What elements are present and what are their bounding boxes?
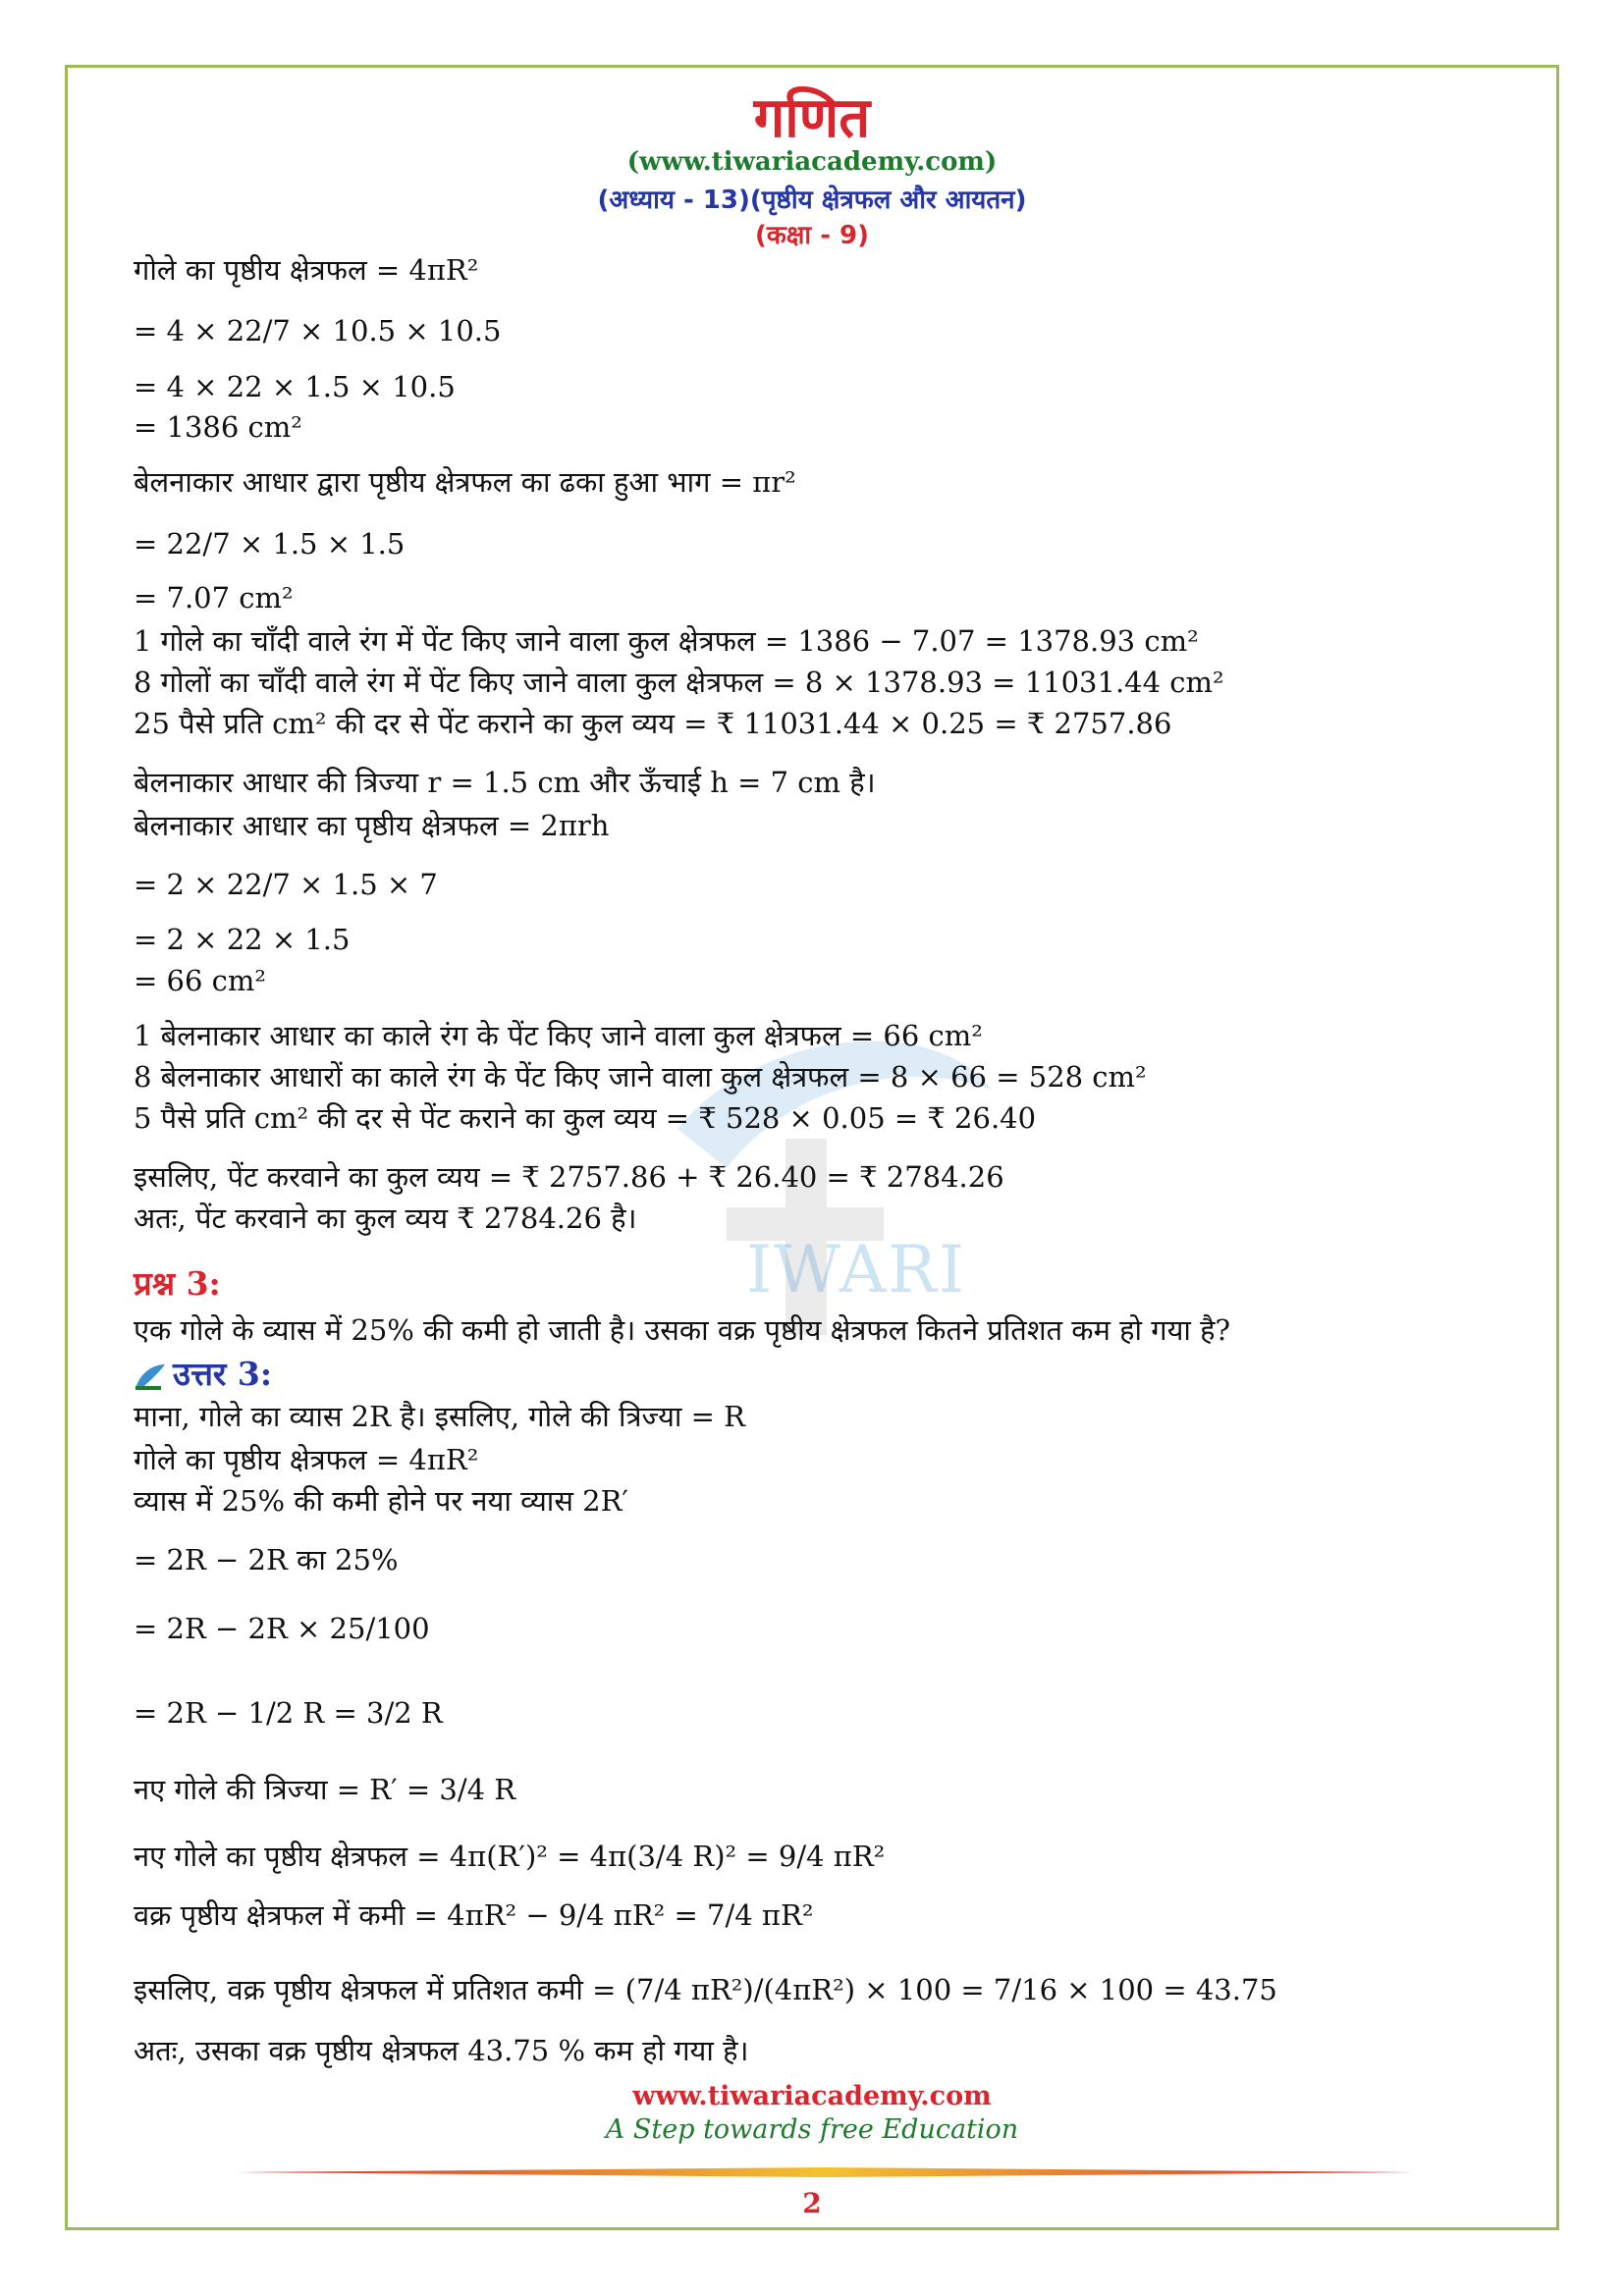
- footer-tagline: A Step towards free Education: [605, 2114, 1019, 2145]
- watermark-text: IWARI: [746, 1232, 967, 1308]
- class-heading: (कक्षा - 9): [754, 221, 870, 250]
- quill-icon: [134, 1362, 167, 1392]
- footer-url: www.tiwariacademy.com: [632, 2081, 992, 2111]
- solution-line: = 4 × 22/7 × 10.5 × 10.5: [134, 314, 502, 347]
- chapter-heading: (अध्याय - 13)(पृष्ठीय क्षेत्रफल और आयतन): [597, 186, 1027, 215]
- solution-line: 5 पैसे प्रति cm² की दर से पेंट कराने का कुल व्यय = ₹ 528 × 0.05 = ₹ 26.40: [134, 1101, 1037, 1135]
- solution-line: बेलनाकार आधार का पृष्ठीय क्षेत्रफल = 2πrh: [134, 809, 610, 842]
- solution-line: = 1386 cm²: [134, 410, 302, 444]
- solution-line: = 4 × 22 × 1.5 × 10.5: [134, 370, 456, 403]
- solution-line: 25 पैसे प्रति cm² की दर से पेंट कराने का कुल व्यय = ₹ 11031.44 × 0.25 = ₹ 2757.86: [134, 707, 1172, 740]
- solution-line: इसलिए, पेंट करवाने का कुल व्यय = ₹ 2757.86 + ₹ 26.40 = ₹ 2784.26: [134, 1160, 1004, 1194]
- answer-line: इसलिए, वक्र पृष्ठीय क्षेत्रफल में प्रतिशत कमी = (7/4 πR²)/(4πR²) × 100 = 7/16 × 100 = 43.75: [134, 1973, 1277, 2006]
- question-text: एक गोले के व्यास में 25% की कमी हो जाती है। उसका वक्र पृष्ठीय क्षेत्रफल कितने प्रतिशत कम हो गया है?: [134, 1313, 1231, 1347]
- answer-line: नए गोले की त्रिज्या = R′ = 3/4 R: [134, 1773, 516, 1806]
- solution-line: 1 गोले का चाँदी वाले रंग में पेंट किए जाने वाला कुल क्षेत्रफल = 1386 − 7.07 = 1378.93 cm²: [134, 624, 1199, 658]
- answer-line: अतः, उसका वक्र पृष्ठीय क्षेत्रफल 43.75 % कम हो गया है।: [134, 2034, 749, 2067]
- solution-line: = 66 cm²: [134, 964, 267, 997]
- solution-line: गोले का पृष्ठीय क्षेत्रफल = 4πR²: [134, 253, 479, 287]
- solution-line: = 7.07 cm²: [134, 581, 294, 614]
- answer-line: = 2R − 2R का 25%: [134, 1543, 399, 1576]
- solution-line: बेलनाकार आधार द्वारा पृष्ठीय क्षेत्रफल का ढका हुआ भाग = πr²: [134, 465, 796, 499]
- solution-line: अतः, पेंट करवाने का कुल व्यय ₹ 2784.26 है।: [134, 1201, 637, 1235]
- answer-line: = 2R − 1/2 R = 3/2 R: [134, 1696, 443, 1730]
- answer-line: व्यास में 25% की कमी होने पर नया व्यास 2R′: [134, 1484, 629, 1518]
- solution-line: = 2 × 22 × 1.5: [134, 923, 351, 956]
- solution-line: 8 गोलों का चाँदी वाले रंग में पेंट किए जाने वाला कुल क्षेत्रफल = 8 × 1378.93 = 11031.44 cm²: [134, 666, 1224, 699]
- solution-line: 8 बेलनाकार आधारों का काले रंग के पेंट किए जाने वाला कुल क्षेत्रफल = 8 × 66 = 528 cm²: [134, 1060, 1147, 1094]
- solution-line: = 2 × 22/7 × 1.5 × 7: [134, 868, 438, 901]
- answer-line: वक्र पृष्ठीय क्षेत्रफल में कमी = 4πR² − 9/4 πR² = 7/4 πR²: [134, 1898, 814, 1932]
- page-title: गणित: [753, 86, 871, 150]
- footer-divider: [236, 2167, 1414, 2177]
- answer-line: गोले का पृष्ठीय क्षेत्रफल = 4πR²: [134, 1443, 479, 1476]
- question-label: प्रश्न 3:: [134, 1264, 221, 1303]
- answer-line: नए गोले का पृष्ठीय क्षेत्रफल = 4π(R′)² = 4π(3/4 R)² = 9/4 πR²: [134, 1840, 886, 1873]
- header-url: (www.tiwariacademy.com): [626, 147, 998, 177]
- answer-line: माना, गोले का व्यास 2R है। इसलिए, गोले की त्रिज्या = R: [134, 1400, 746, 1433]
- page-number: 2: [802, 2187, 822, 2219]
- answer-line: = 2R − 2R × 25/100: [134, 1612, 430, 1645]
- answer-heading: [134, 1355, 272, 1394]
- solution-line: = 22/7 × 1.5 × 1.5: [134, 527, 406, 561]
- solution-line: बेलनाकार आधार की त्रिज्या r = 1.5 cm और ऊँचाई h = 7 cm है।: [134, 766, 876, 799]
- answer-label: उत्तर 3:: [173, 1355, 273, 1393]
- solution-line: 1 बेलनाकार आधार का काले रंग के पेंट किए जाने वाला कुल क्षेत्रफल = 66 cm²: [134, 1019, 983, 1052]
